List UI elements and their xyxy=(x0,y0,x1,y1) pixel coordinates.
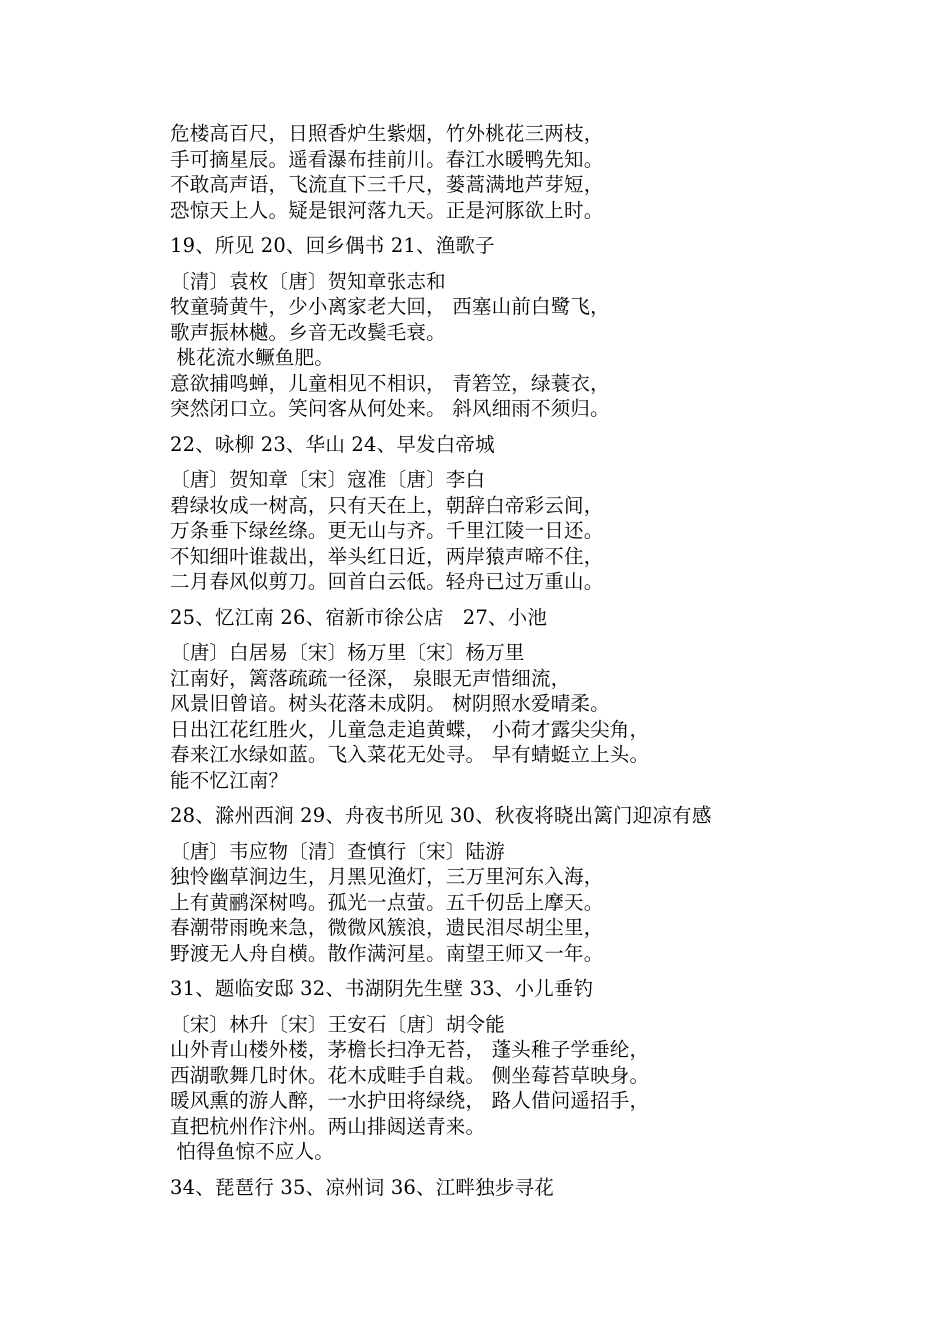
section-heading: 25、忆江南 26、宿新市徐公店 27、小池 xyxy=(170,605,548,629)
text-line: 日出江花红胜火，儿童急走追黄蝶， 小荷才露尖尖角， xyxy=(170,717,650,741)
text-line: 暖风熏的游人醉，一水护田将绿绕， 路人借问遥招手， xyxy=(170,1089,650,1112)
text-line: 风景旧曾谙。树头花落未成阴。 树阴照水爱晴柔。 xyxy=(170,692,610,715)
text-line: 独怜幽草涧边生，月黑见渔灯，三万里河东入海， xyxy=(170,865,604,888)
text-line: 怕得鱼惊不应人。 xyxy=(170,1140,334,1163)
text-line: 碧绿妆成一树高，只有天在上，朝辞白帝彩云间， xyxy=(170,493,604,517)
text-line: 上有黄鹂深树鸣。孤光一点萤。五千仞岳上摩天。 xyxy=(170,890,604,914)
author-line: 〔唐〕韦应物〔清〕查慎行〔宋〕陆游 xyxy=(170,839,505,863)
author-line: 〔宋〕林升〔宋〕王安石〔唐〕胡令能 xyxy=(170,1012,505,1036)
text-line: 不敢高声语，飞流直下三千尺，蒌蒿满地芦芽短， xyxy=(170,173,604,196)
author-line: 〔清〕袁枚〔唐〕贺知章张志和 xyxy=(170,269,446,293)
section-heading: 28、滁州西涧 29、舟夜书所见 30、秋夜将晓出篱门迎凉有感 xyxy=(170,804,712,827)
section-heading: 22、咏柳 23、华山 24、早发白帝城 xyxy=(170,432,495,456)
section-heading: 34、琵琶行 35、凉州词 36、江畔独步寻花 xyxy=(170,1175,554,1199)
text-line: 危楼高百尺，日照香炉生紫烟，竹外桃花三两枝， xyxy=(170,122,604,145)
text-line: 能不忆江南？ xyxy=(170,768,289,792)
text-line: 春来江水绿如蓝。飞入菜花无处寻。 早有蜻蜓立上头。 xyxy=(170,743,650,766)
text-line: 恐惊天上人。疑是银河落九天。正是河豚欲上时。 xyxy=(170,198,604,222)
text-line: 歌声振林樾。乡音无改鬓毛衰。 xyxy=(170,320,446,344)
text-line: 江南好，篱落疏疏一径深， 泉眼无声惜细流， xyxy=(170,666,571,690)
text-line: 不知细叶谁裁出，举头红日近，两岸猿声啼不住， xyxy=(170,544,604,568)
author-line: 〔唐〕白居易〔宋〕杨万里〔宋〕杨万里 xyxy=(170,641,525,664)
text-line: 万条垂下绿丝绦。更无山与齐。千里江陵一日还。 xyxy=(170,519,604,542)
text-line: 西湖歌舞几时休。花木成畦手自栽。 侧坐莓苔草映身。 xyxy=(170,1063,650,1087)
text-line: 桃花流水鳜鱼肥。 xyxy=(170,346,334,369)
text-line: 二月春风似剪刀。回首白云低。轻舟已过万重山。 xyxy=(170,570,604,593)
text-line: 牧童骑黄牛，少小离家老大回， 西塞山前白鹭飞， xyxy=(170,295,610,318)
text-line: 手可摘星辰。遥看瀑布挂前川。春江水暖鸭先知。 xyxy=(170,147,604,171)
text-line: 野渡无人舟自横。散作满河星。南望王师又一年。 xyxy=(170,941,604,965)
author-line: 〔唐〕贺知章〔宋〕寇准〔唐〕李白 xyxy=(170,468,486,491)
text-line: 春潮带雨晚来急，微微风簇浪，遗民泪尽胡尘里， xyxy=(170,916,604,939)
text-line: 直把杭州作汴州。两山排闼送青来。 xyxy=(170,1114,486,1138)
section-heading: 31、题临安邸 32、书湖阴先生壁 33、小儿垂钓 xyxy=(170,977,594,1000)
text-line: 意欲捕鸣蝉，儿童相见不相识， 青箬笠，绿蓑衣， xyxy=(170,371,610,395)
text-line: 突然闭口立。笑问客从何处来。 斜风细雨不须归。 xyxy=(170,397,610,420)
document-page xyxy=(170,121,890,1210)
text-line: 山外青山楼外楼，茅檐长扫净无苔， 蓬头稚子学垂纶， xyxy=(170,1038,650,1061)
section-heading: 19、所见 20、回乡偶书 21、渔歌子 xyxy=(170,234,495,257)
